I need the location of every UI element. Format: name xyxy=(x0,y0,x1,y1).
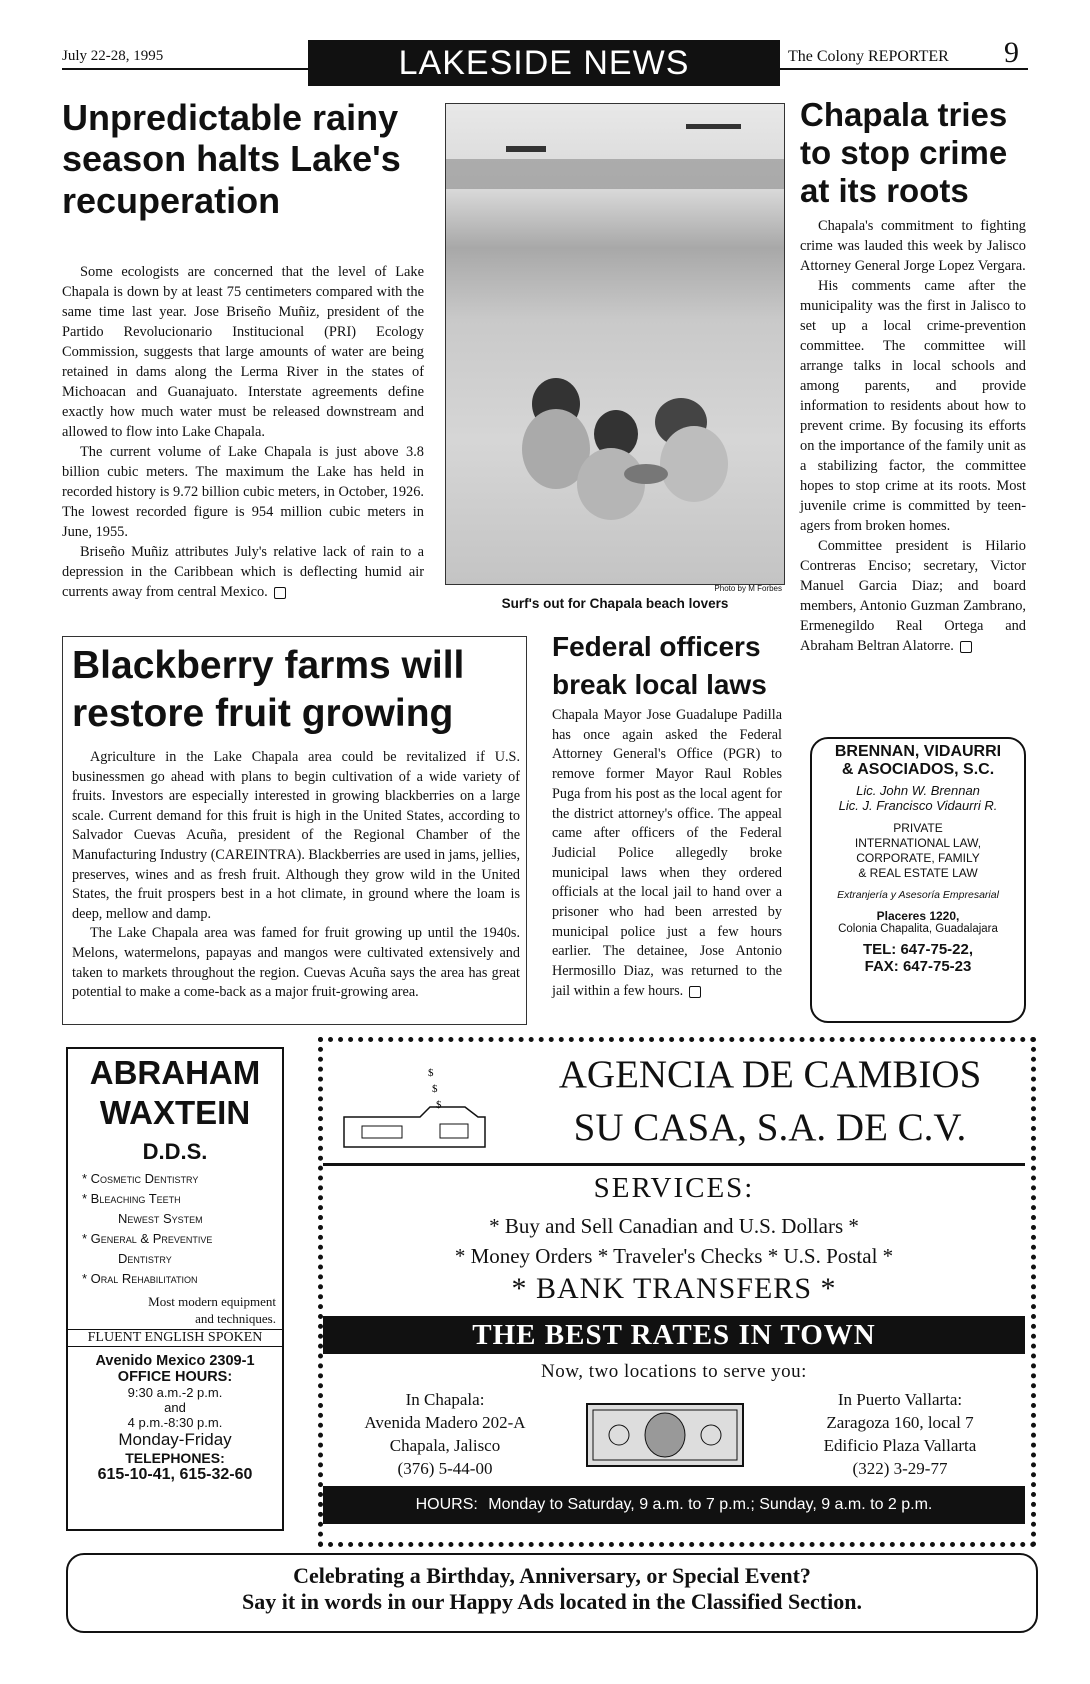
chapala-address-2: Chapala, Jalisco xyxy=(389,1436,501,1455)
waxtein-equipment xyxy=(68,1293,282,1327)
issue-date: July 22-28, 1995 xyxy=(62,48,164,64)
federal-headline: Federal officers break local laws xyxy=(552,631,767,700)
waxtein-ad xyxy=(66,1047,284,1531)
crime-paragraph-2: His comments came after the municipality was the first in Jalisco to set up a local crime-prevention committee. The committee will arrange talks in local schools and among parents, and provide information to residents about how to prevent crime. By focusing its efforts on the importance of the family unit as a stabilizing factor, the committee hopes to stop crime at its roots. Most juvenile crime is committed by teen-agers from broken homes. xyxy=(800,278,1026,534)
beach-children-illustration xyxy=(446,104,784,584)
cambios-service-line-3: * BANK TRANSFERS * xyxy=(511,1272,837,1305)
brennan-service-2: INTERNATIONAL LAW, xyxy=(854,836,982,850)
waxtein-hours-2: 4 p.m.-8:30 p.m. xyxy=(127,1415,223,1430)
blackberry-paragraph-2: The Lake Chapala area was famed for fruit growing up until the 1940s. Melons, watermelons, papayas and mangos were cultivated extensively and taken to markets throughout the region. Cuevas Acuña says the area has great potential to make a come-back as a major fruit-growing area. xyxy=(72,925,520,1001)
federal-paragraph-1-text: Chapala Mayor Jose Guadalupe Padilla has once again asked the Federal Attorney General's Office (PGR) to remove former Mayor Raul Robles Puga from his post as the local agent for the district attorney's office. The appeal came after officers of the Federal Judicial Police allegedly broke municipal laws when they ordered officials at the local jail to hand over a prisoner who had been arrested by municipal police just a few hours earlier. The detainee, Jose Antonio Hermosillo Diaz, was returned to the jail within a few hours. xyxy=(552,707,782,999)
lake-article-body xyxy=(62,262,424,602)
end-mark-icon xyxy=(689,986,701,998)
lake-paragraph-2: The current volume of Lake Chapala is just above 3.8 billion cubic meters. The maximum the Lake has held in recorded history is 9.72 billion cubic meters, in October, 1926. The lowest recorded figure is 954 million cubic meters in June, 1955. xyxy=(62,444,424,540)
waxtein-service-2: * Bleaching Teeth xyxy=(82,1191,181,1206)
crime-paragraph-3 xyxy=(800,536,1026,656)
blackberry-paragraph-1: Agriculture in the Lake Chapala area could be revitalized if U.S. businessmen go ahead with plans to begin cultivation of a wide variety of fruits. Investors are especially interested in growing blackberries on a large scale. Current demand for this fruit is high in the United States, according to Salvador Cuevas Acuña, president of the Regional Chamber of the Manufacturing Industry (CAREINTRA). Blackberries are used in jams, jellies, preserves, wines and as fresh fruit. Although they grow wild in the United States, the fruit prospers best in a hot climate, in ground where the loam is deep, mellow and damp. xyxy=(72,749,520,922)
waxtein-equipment-2: and techniques. xyxy=(195,1311,276,1326)
happy-ads-line-1: Celebrating a Birthday, Anniversary, or Special Event? xyxy=(293,1563,811,1588)
vallarta-address-2: Edificio Plaza Vallarta xyxy=(823,1436,977,1455)
chapala-phone: (376) 5-44-00 xyxy=(397,1459,493,1478)
brennan-service-1: PRIVATE xyxy=(893,821,943,835)
chapala-label: In Chapala: xyxy=(405,1390,485,1409)
house-sketch-icon xyxy=(340,1062,490,1152)
svg-text:$: $ xyxy=(432,1083,438,1095)
federal-paragraph-1 xyxy=(552,706,782,1002)
lake-paragraph-3-text: Briseño Muñiz attributes July's relative lack of rain to a depression in the Caribbean which is deflecting humid air currents away from central Mexico. xyxy=(62,544,424,600)
cambios-title-1: AGENCIA DE CAMBIOS xyxy=(558,1053,982,1096)
lake-paragraph-3 xyxy=(62,542,424,602)
cambios-hours-label: HOURS: xyxy=(415,1496,478,1513)
waxtein-services xyxy=(68,1169,282,1289)
happy-ads-line-2: Say it in words in our Happy Ads located in the Classified Section. xyxy=(242,1589,862,1614)
crime-paragraph-1: Chapala's commitment to fighting crime was lauded this week by Jalisco Attorney General Jorge Lopez Vergara. xyxy=(800,218,1026,274)
waxtein-hours-and: and xyxy=(164,1400,186,1415)
dollar-bill-icon xyxy=(585,1402,745,1468)
crime-paragraph-3-text: Committee president is Hilario Contreras Enciso; secretary, Victor Manuel Garcia Diaz; and board members, Antonio Guzman Zambrano, Ermenegildo Real Ortega and Abraham Beltran Alatorre. xyxy=(800,538,1026,654)
waxtein-address: Avenido Mexico 2309-1 xyxy=(95,1353,255,1369)
end-mark-icon xyxy=(960,641,972,653)
chapala-address-1: Avenida Madero 202-A xyxy=(364,1413,526,1432)
waxtein-service-4: * General & Preventive xyxy=(82,1231,213,1246)
publication-name: The Colony REPORTER xyxy=(788,48,949,65)
cambios-hours-bar xyxy=(323,1486,1025,1524)
brennan-address-1: Placeres 1220, xyxy=(876,909,960,923)
waxtein-name-2: WAXTEIN xyxy=(99,1094,251,1131)
photo-caption: Surf's out for Chapala beach lovers xyxy=(501,596,729,611)
cambios-location-chapala xyxy=(330,1388,560,1480)
cambios-title-2: SU CASA, S.A. DE C.V. xyxy=(573,1106,967,1149)
cambios-rates-banner: THE BEST RATES IN TOWN xyxy=(323,1316,1025,1354)
cambios-location-vallarta xyxy=(780,1388,1020,1480)
cambios-locations: Now, two locations to serve you: xyxy=(541,1361,807,1382)
waxtein-service-3: Newest System xyxy=(118,1211,203,1226)
cambios-service-line-2: * Money Orders * Traveler's Checks * U.S. Postal * xyxy=(454,1244,894,1268)
end-mark-icon xyxy=(274,587,286,599)
brennan-tagline: Extranjería y Asesoría Empresarial xyxy=(837,889,999,901)
waxtein-phones: 615-10-41, 615-32-60 xyxy=(97,1466,253,1483)
waxtein-service-6: * Oral Rehabilitation xyxy=(82,1271,198,1286)
brennan-ad xyxy=(810,737,1026,1023)
blackberry-headline: Blackberry farms will restore fruit growing xyxy=(72,644,465,735)
photo-credit: Photo by M Forbes xyxy=(714,584,782,593)
cambios-hours: Monday to Saturday, 9 a.m. to 7 p.m.; Sunday, 9 a.m. to 2 p.m. xyxy=(488,1496,933,1513)
svg-text:$: $ xyxy=(428,1067,434,1079)
waxtein-name-1: ABRAHAM xyxy=(89,1054,261,1091)
brennan-name: BRENNAN, VIDAURRI xyxy=(834,743,1002,760)
brennan-service-3: CORPORATE, FAMILY xyxy=(856,851,980,865)
vallarta-phone: (322) 3-29-77 xyxy=(852,1459,948,1478)
page-number: 9 xyxy=(1004,36,1019,69)
section-banner: LAKESIDE NEWS xyxy=(308,40,780,86)
brennan-name-2: & ASOCIADOS, S.C. xyxy=(841,761,995,778)
brennan-service-4: & REAL ESTATE LAW xyxy=(858,866,978,880)
brennan-lawyer-2: Lic. J. Francisco Vidaurri R. xyxy=(838,798,998,813)
brennan-lawyer-1: Lic. John W. Brennan xyxy=(856,783,980,798)
banknote-icon xyxy=(585,1402,745,1473)
waxtein-hours-label: OFFICE HOURS: xyxy=(117,1369,233,1385)
waxtein-english: FLUENT ENGLISH SPOKEN xyxy=(68,1329,282,1347)
waxtein-hours-1: 9:30 a.m.-2 p.m. xyxy=(127,1385,223,1400)
svg-text:$: $ xyxy=(436,1099,442,1111)
vallarta-label: In Puerto Vallarta: xyxy=(837,1390,963,1409)
waxtein-service-1: * Cosmetic Dentistry xyxy=(82,1171,199,1186)
waxtein-service-5: Dentistry xyxy=(118,1251,172,1266)
crime-headline: Chapala tries to stop crime at its roots xyxy=(800,96,1008,209)
brennan-services xyxy=(812,821,1024,881)
cambios-divider xyxy=(323,1163,1025,1166)
brennan-fax: FAX: 647-75-23 xyxy=(864,958,972,975)
lake-headline: Unpredictable rainy season halts Lake's recuperation xyxy=(62,97,401,221)
lake-paragraph-1: Some ecologists are concerned that the level of Lake Chapala is down by at least 75 centimeters compared with the same time last year. Jose Briseño Muñiz, president of the Partido Revolucionario Institucional (PRI) Ecology Commission, suggests that large amounts of water are being retained in dams along the Lerma River in the states of Michoacan and Guanajuato. Interstate agreements define exactly how much water must be released downstream and allowed to flow into Lake Chapala. xyxy=(62,264,424,440)
blackberry-article-body xyxy=(72,748,520,1003)
house-logo-icon xyxy=(340,1062,490,1157)
waxtein-equipment-1: Most modern equipment xyxy=(148,1294,276,1309)
vallarta-address-1: Zaragoza 160, local 7 xyxy=(826,1413,974,1432)
happy-ads-banner xyxy=(66,1553,1038,1633)
brennan-address-2: Colonia Chapalita, Guadalajara xyxy=(838,923,998,935)
beach-photo xyxy=(445,103,785,585)
cambios-services-label: SERVICES: xyxy=(593,1172,755,1204)
federal-article-body xyxy=(552,706,782,1002)
waxtein-days: Monday-Friday xyxy=(118,1430,232,1449)
brennan-tel: TEL: 647-75-22, xyxy=(862,941,974,958)
crime-article-body xyxy=(800,216,1026,656)
waxtein-degree: D.D.S. xyxy=(142,1139,208,1164)
waxtein-phones-label: TELEPHONES: xyxy=(125,1450,225,1466)
cambios-service-line-1: * Buy and Sell Canadian and U.S. Dollars * xyxy=(489,1214,859,1238)
